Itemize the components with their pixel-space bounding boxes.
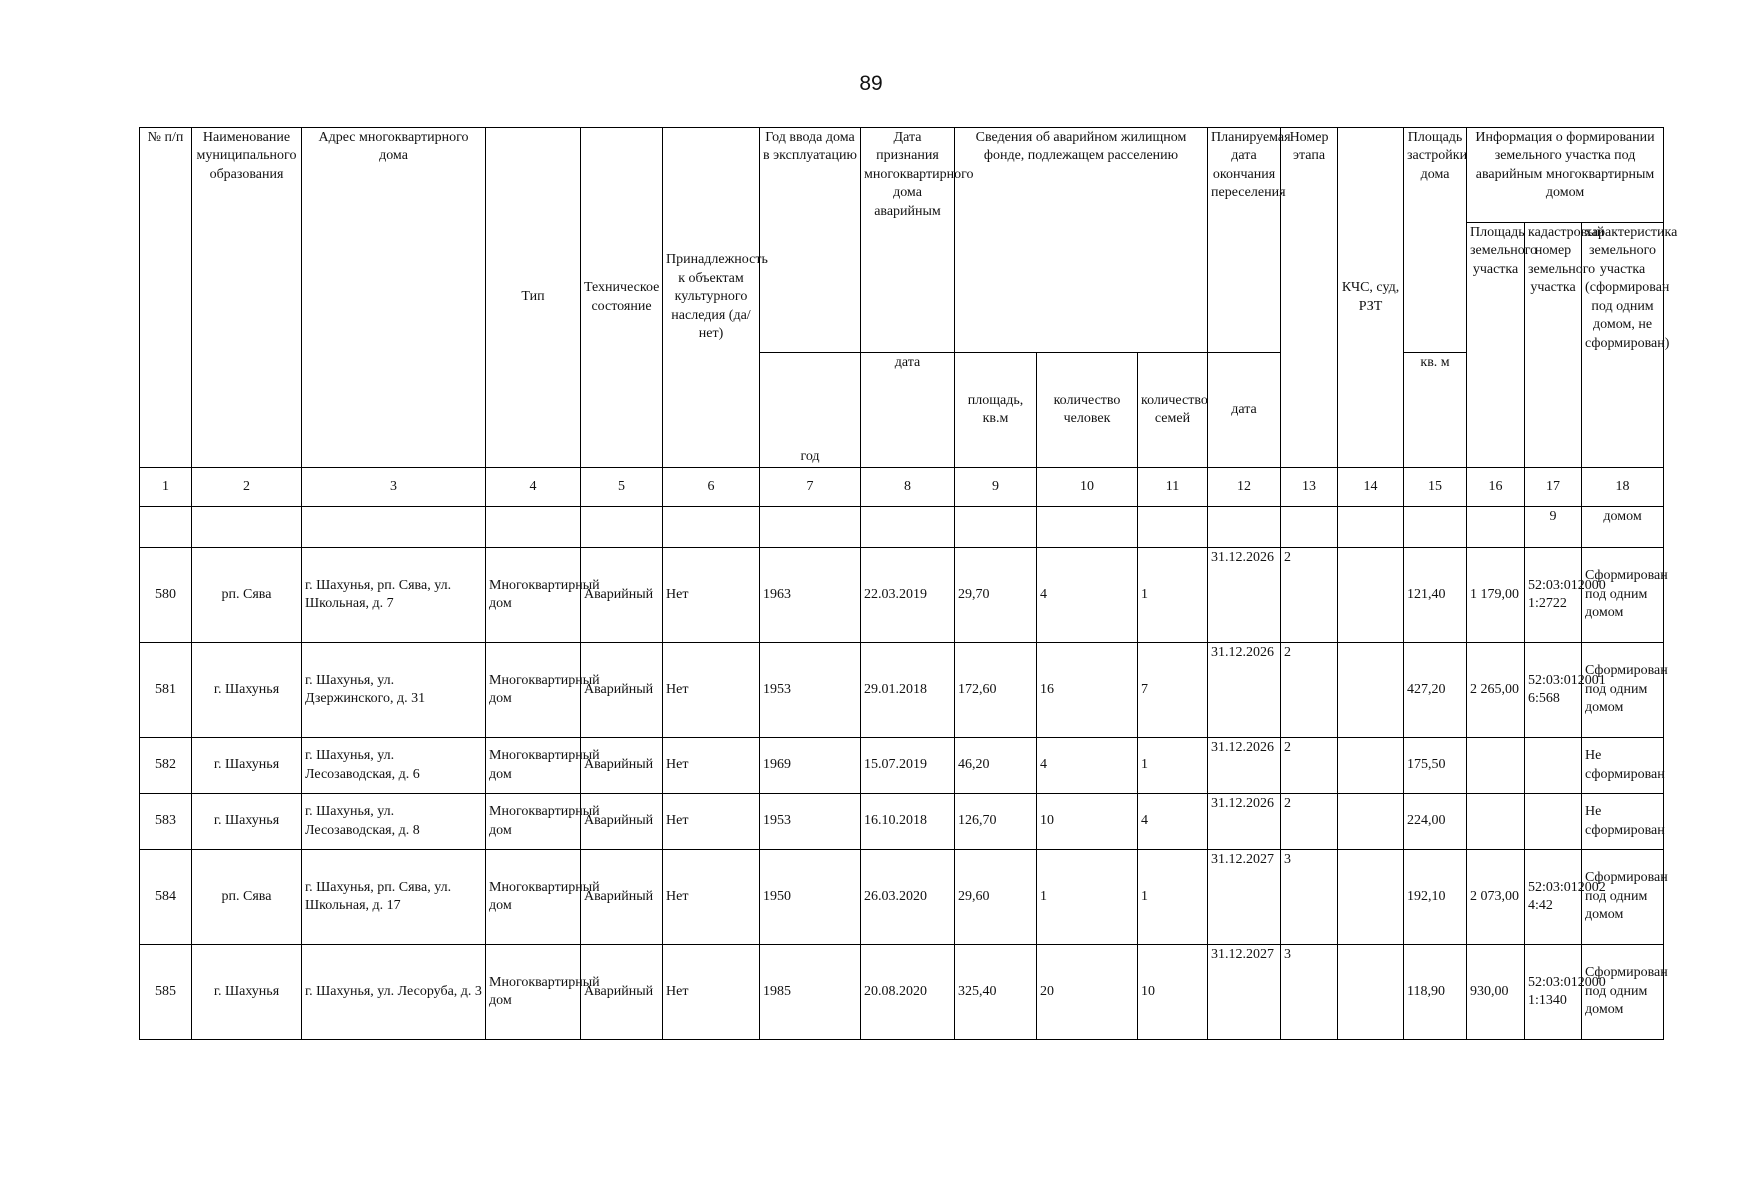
column-number: 1 [140,468,192,507]
page-number: 89 [859,72,883,95]
column-number: 11 [1138,468,1208,507]
cell-date-planned: 31.12.2027 [1208,850,1281,945]
cell-year: 1953 [760,794,861,850]
cell-year: 1950 [760,850,861,945]
cell-stage: 2 [1281,794,1338,850]
cell-land-status: Не сформирован [1582,738,1664,794]
subheader-planned-date: дата [1208,353,1281,468]
column-number: 8 [861,468,955,507]
cell-date-planned: 31.12.2026 [1208,738,1281,794]
header-cadastral: кадастровый номер земельного участка [1525,223,1582,468]
cell-area: 325,40 [955,945,1037,1040]
cell-people: 10 [1037,794,1138,850]
cell-land-area: 2 073,00 [1467,850,1525,945]
cell-area: 29,60 [955,850,1037,945]
cell-num: 581 [140,643,192,738]
subheader-people: количество человек [1037,353,1138,468]
cell-condition: Аварийный [581,850,663,945]
column-numbers-row [140,468,1664,507]
cell-families: 7 [1138,643,1208,738]
cell-land-area [1467,794,1525,850]
cell-municipality: г. Шахунья [192,738,302,794]
header-heritage: Принадлежность к объектам культурного наследия (да/нет) [663,128,760,468]
header-planned-date: Планируемая дата окончания переселения [1208,128,1281,353]
cell-cadastral: 52:03:012000 1:2722 [1525,548,1582,643]
cell-num: 585 [140,945,192,1040]
column-number: 9 [955,468,1037,507]
cell-date-planned: 31.12.2026 [1208,548,1281,643]
cell-land-area [1467,738,1525,794]
subheader-families: количество семей [1138,353,1208,468]
cell-kchs [1338,850,1404,945]
cell-kchs [1338,738,1404,794]
cell-area: 126,70 [955,794,1037,850]
cell-build-area: 224,00 [1404,794,1467,850]
cell-year: 1985 [760,945,861,1040]
cell-cadastral: 52:03:012001 6:568 [1525,643,1582,738]
cell-date-recognized: 16.10.2018 [861,794,955,850]
header-land-info: Информация о формировании земельного участка под аварийным многоквартирным домом [1467,128,1664,223]
cell-heritage: Нет [663,850,760,945]
cell-stage: 2 [1281,548,1338,643]
column-number: 18 [1582,468,1664,507]
header-row-number: № п/п [140,128,192,468]
cell-families: 1 [1138,738,1208,794]
cell-kchs [1338,945,1404,1040]
cell-date-recognized: 26.03.2020 [861,850,955,945]
subheader-year: год [760,353,861,468]
cell-build-area: 118,90 [1404,945,1467,1040]
header-municipality: Наименование муниципального образования [192,128,302,468]
cell-address: г. Шахунья, ул. Дзержинского, д. 31 [302,643,486,738]
carryover-cadastral: 9 [1525,507,1582,548]
cell-people: 1 [1037,850,1138,945]
cell-families: 4 [1138,794,1208,850]
cell-build-area: 175,50 [1404,738,1467,794]
header-condition: Техническое состояние [581,128,663,468]
column-number: 17 [1525,468,1582,507]
cell-num: 582 [140,738,192,794]
cell-condition: Аварийный [581,738,663,794]
column-number: 12 [1208,468,1281,507]
cell-address: г. Шахунья, ул. Лесозаводская, д. 6 [302,738,486,794]
cell-people: 4 [1037,738,1138,794]
cell-build-area: 121,40 [1404,548,1467,643]
header-address: Адрес многоквартирного дома [302,128,486,468]
column-number: 2 [192,468,302,507]
column-number: 6 [663,468,760,507]
cell-stage: 3 [1281,850,1338,945]
cell-num: 584 [140,850,192,945]
cell-condition: Аварийный [581,945,663,1040]
cell-cadastral: 52:03:012002 4:42 [1525,850,1582,945]
cell-type: Многоквартирный дом [486,945,581,1040]
cell-families: 1 [1138,850,1208,945]
cell-build-area: 192,10 [1404,850,1467,945]
cell-municipality: рп. Сява [192,850,302,945]
cell-land-status: Сформирован под одним домом [1582,548,1664,643]
header-land-status: характеристика земельного участка (сформирован под одним домом, не сформирован) [1582,223,1664,468]
table-body [140,507,1668,1040]
column-number: 3 [302,468,486,507]
cell-heritage: Нет [663,794,760,850]
column-number: 10 [1037,468,1138,507]
cell-land-status: Не сформирован [1582,794,1664,850]
subheader-date: дата [861,353,955,468]
cell-date-recognized: 22.03.2019 [861,548,955,643]
table-row [140,850,1664,945]
cell-cadastral [1525,794,1582,850]
cell-address: г. Шахунья, ул. Лесоруба, д. 3 [302,945,486,1040]
header-type: Тип [486,128,581,468]
header-land-area: Площадь земельного участка [1467,223,1525,468]
cell-people: 4 [1037,548,1138,643]
cell-type: Многоквартирный дом [486,548,581,643]
subheader-area: площадь, кв.м [955,353,1037,468]
table-row [140,945,1664,1040]
carryover-land-status: домом [1582,507,1664,548]
cell-heritage: Нет [663,945,760,1040]
cell-people: 20 [1037,945,1138,1040]
table-row [140,548,1664,643]
cell-type: Многоквартирный дом [486,738,581,794]
column-number: 15 [1404,468,1467,507]
cell-land-status: Сформирован под одним домом [1582,850,1664,945]
column-number: 5 [581,468,663,507]
cell-address: г. Шахунья, рп. Сява, ул. Школьная, д. 7 [302,548,486,643]
cell-year: 1953 [760,643,861,738]
column-number: 16 [1467,468,1525,507]
cell-kchs [1338,794,1404,850]
cell-type: Многоквартирный дом [486,850,581,945]
cell-land-area: 1 179,00 [1467,548,1525,643]
cell-type: Многоквартирный дом [486,643,581,738]
header-year: Год ввода дома в эксплуатацию [760,128,861,353]
header-stage: Номер этапа [1281,128,1338,468]
cell-area: 172,60 [955,643,1037,738]
table-header [140,128,1678,507]
table-row [140,738,1664,794]
cell-type: Многоквартирный дом [486,794,581,850]
cell-land-status: Сформирован под одним домом [1582,945,1664,1040]
column-number: 14 [1338,468,1404,507]
cell-date-planned: 31.12.2026 [1208,643,1281,738]
cell-condition: Аварийный [581,643,663,738]
cell-heritage: Нет [663,738,760,794]
cell-date-recognized: 29.01.2018 [861,643,955,738]
header-kchs: КЧС, суд, РЗТ [1338,128,1404,468]
cell-condition: Аварийный [581,548,663,643]
cell-area: 29,70 [955,548,1037,643]
header-build-area: Площадь застройки дома [1404,128,1467,353]
cell-municipality: г. Шахунья [192,794,302,850]
cell-families: 1 [1138,548,1208,643]
cell-date-planned: 31.12.2027 [1208,945,1281,1040]
carryover-row [140,507,1664,548]
cell-land-area: 930,00 [1467,945,1525,1040]
subheader-build-area-unit: кв. м [1404,353,1467,468]
cell-cadastral [1525,738,1582,794]
cell-land-area: 2 265,00 [1467,643,1525,738]
cell-address: г. Шахунья, рп. Сява, ул. Школьная, д. 17 [302,850,486,945]
cell-stage: 2 [1281,738,1338,794]
cell-date-recognized: 20.08.2020 [861,945,955,1040]
cell-condition: Аварийный [581,794,663,850]
cell-num: 580 [140,548,192,643]
cell-heritage: Нет [663,643,760,738]
cell-build-area: 427,20 [1404,643,1467,738]
emergency-housing-table [139,127,1678,1040]
cell-year: 1963 [760,548,861,643]
cell-year: 1969 [760,738,861,794]
cell-families: 10 [1138,945,1208,1040]
cell-heritage: Нет [663,548,760,643]
column-number: 13 [1281,468,1338,507]
cell-kchs [1338,643,1404,738]
table-row [140,643,1664,738]
cell-num: 583 [140,794,192,850]
cell-date-recognized: 15.07.2019 [861,738,955,794]
cell-area: 46,20 [955,738,1037,794]
header-date-recognized: Дата признания многоквартирного дома аварийным [861,128,955,353]
cell-stage: 3 [1281,945,1338,1040]
column-number: 7 [760,468,861,507]
cell-stage: 2 [1281,643,1338,738]
cell-kchs [1338,548,1404,643]
cell-date-planned: 31.12.2026 [1208,794,1281,850]
column-number: 4 [486,468,581,507]
cell-municipality: рп. Сява [192,548,302,643]
table-row [140,794,1664,850]
cell-municipality: г. Шахунья [192,945,302,1040]
cell-people: 16 [1037,643,1138,738]
cell-address: г. Шахунья, ул. Лесозаводская, д. 8 [302,794,486,850]
cell-cadastral: 52:03:012000 1:1340 [1525,945,1582,1040]
header-emergency-fund: Сведения об аварийном жилищном фонде, подлежащем расселению [955,128,1208,353]
cell-land-status: Сформирован под одним домом [1582,643,1664,738]
cell-municipality: г. Шахунья [192,643,302,738]
